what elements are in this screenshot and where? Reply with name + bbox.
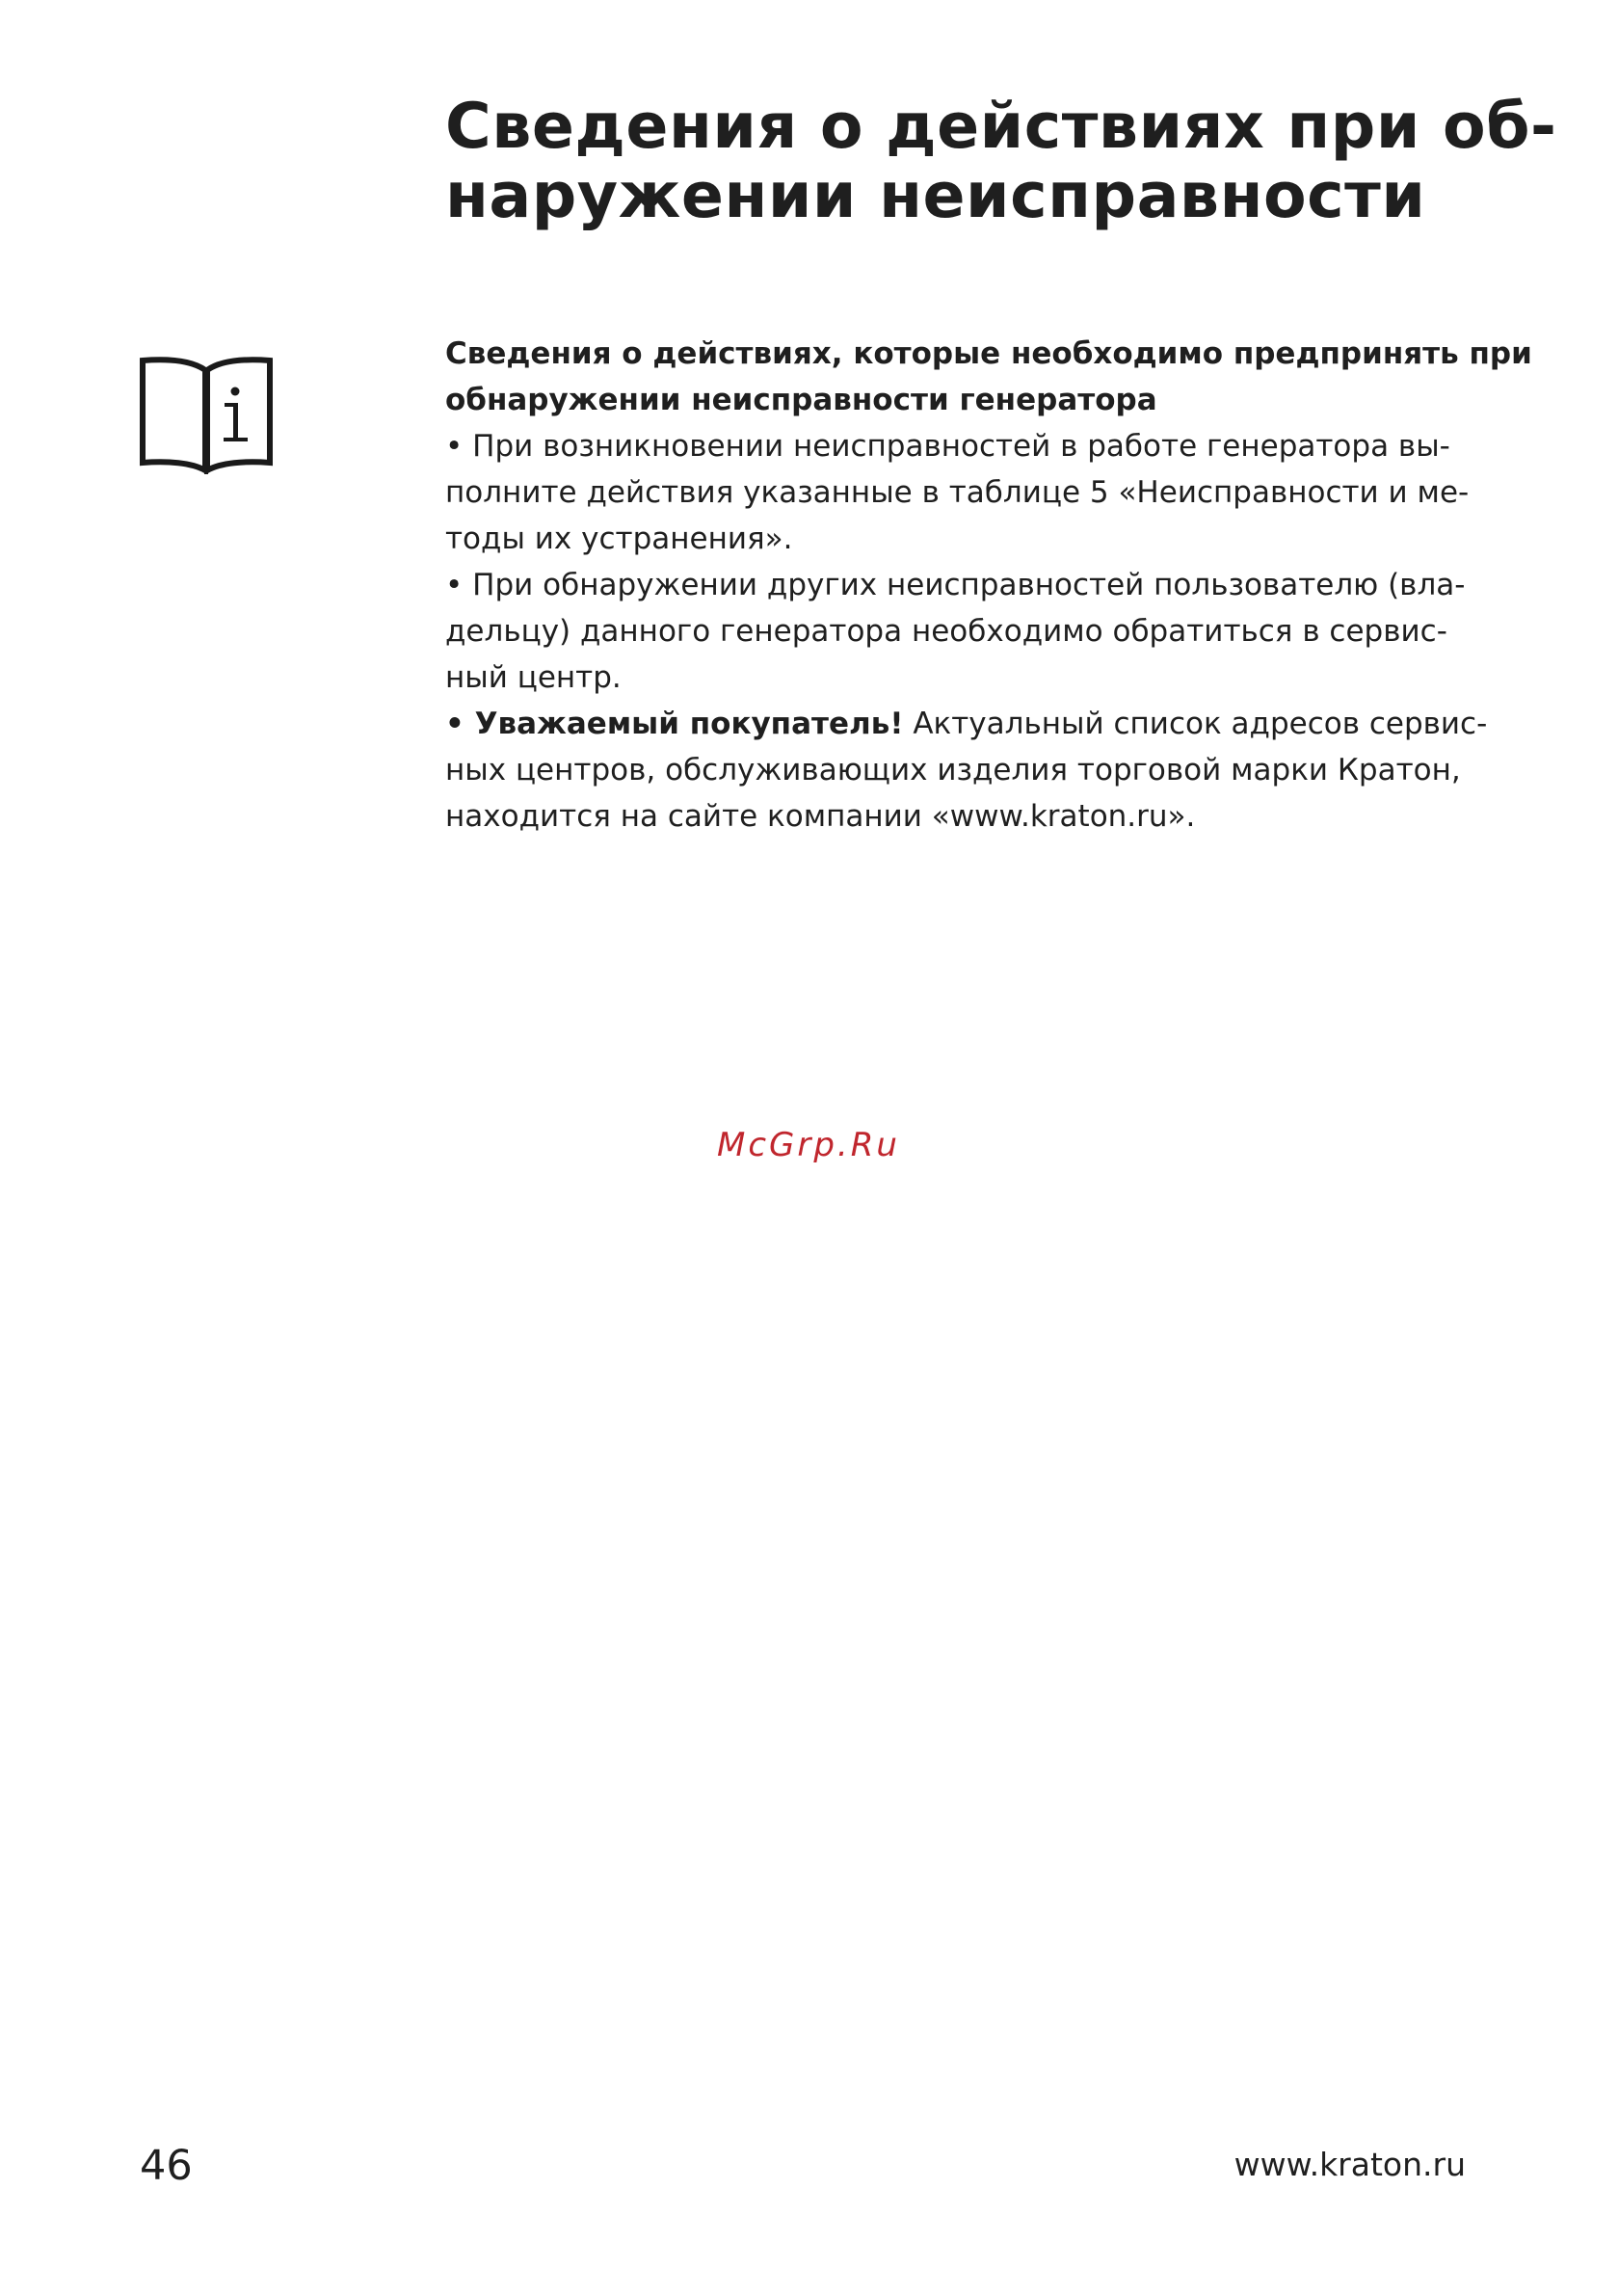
page-title-line-1: Сведения о действиях при об- bbox=[445, 91, 1557, 163]
list-item-2-line-1: • При обнаружении других неисправностей пользователю (вла- bbox=[445, 568, 1466, 602]
open-book-info-icon bbox=[139, 357, 274, 474]
watermark: McGrp.Ru bbox=[717, 1126, 900, 1164]
list-item-2-line-3: ный центр. bbox=[445, 660, 622, 695]
list-item-1-line-2: полните действия указанные в таблице 5 «Неисправности и ме- bbox=[445, 475, 1470, 510]
page-title-line-2: наружении неисправности bbox=[445, 160, 1426, 232]
troubleshooting-section bbox=[445, 331, 1532, 840]
page-title bbox=[445, 91, 1557, 232]
section-subtitle-line-1: Сведения о действиях, которые необходимо предпринять при bbox=[445, 336, 1532, 371]
list-item-3-bold-lead: • Уважаемый покупатель! bbox=[445, 707, 904, 741]
list-item-3-line-3: находится на сайте компании «www.kraton.ru». bbox=[445, 799, 1196, 834]
list-item-3-line-1-rest: Актуальный список адресов сервис- bbox=[903, 707, 1488, 741]
list-item-3-line-1 bbox=[445, 701, 1488, 747]
page-number: 46 bbox=[140, 2142, 193, 2190]
list-item-2-line-2: дельцу) данного генератора необходимо обратиться в сервис- bbox=[445, 614, 1447, 649]
list-item-1-line-3: тоды их устранения». bbox=[445, 521, 793, 556]
list-item-1-line-1: • При возникновении неисправностей в работе генератора вы- bbox=[445, 429, 1450, 464]
list-item-3-line-2: ных центров, обслуживающих изделия торговой марки Кратон, bbox=[445, 753, 1461, 788]
footer-website: www.kraton.ru bbox=[1233, 2146, 1466, 2183]
section-subtitle-line-2: обнаружении неисправности генератора bbox=[445, 383, 1157, 417]
